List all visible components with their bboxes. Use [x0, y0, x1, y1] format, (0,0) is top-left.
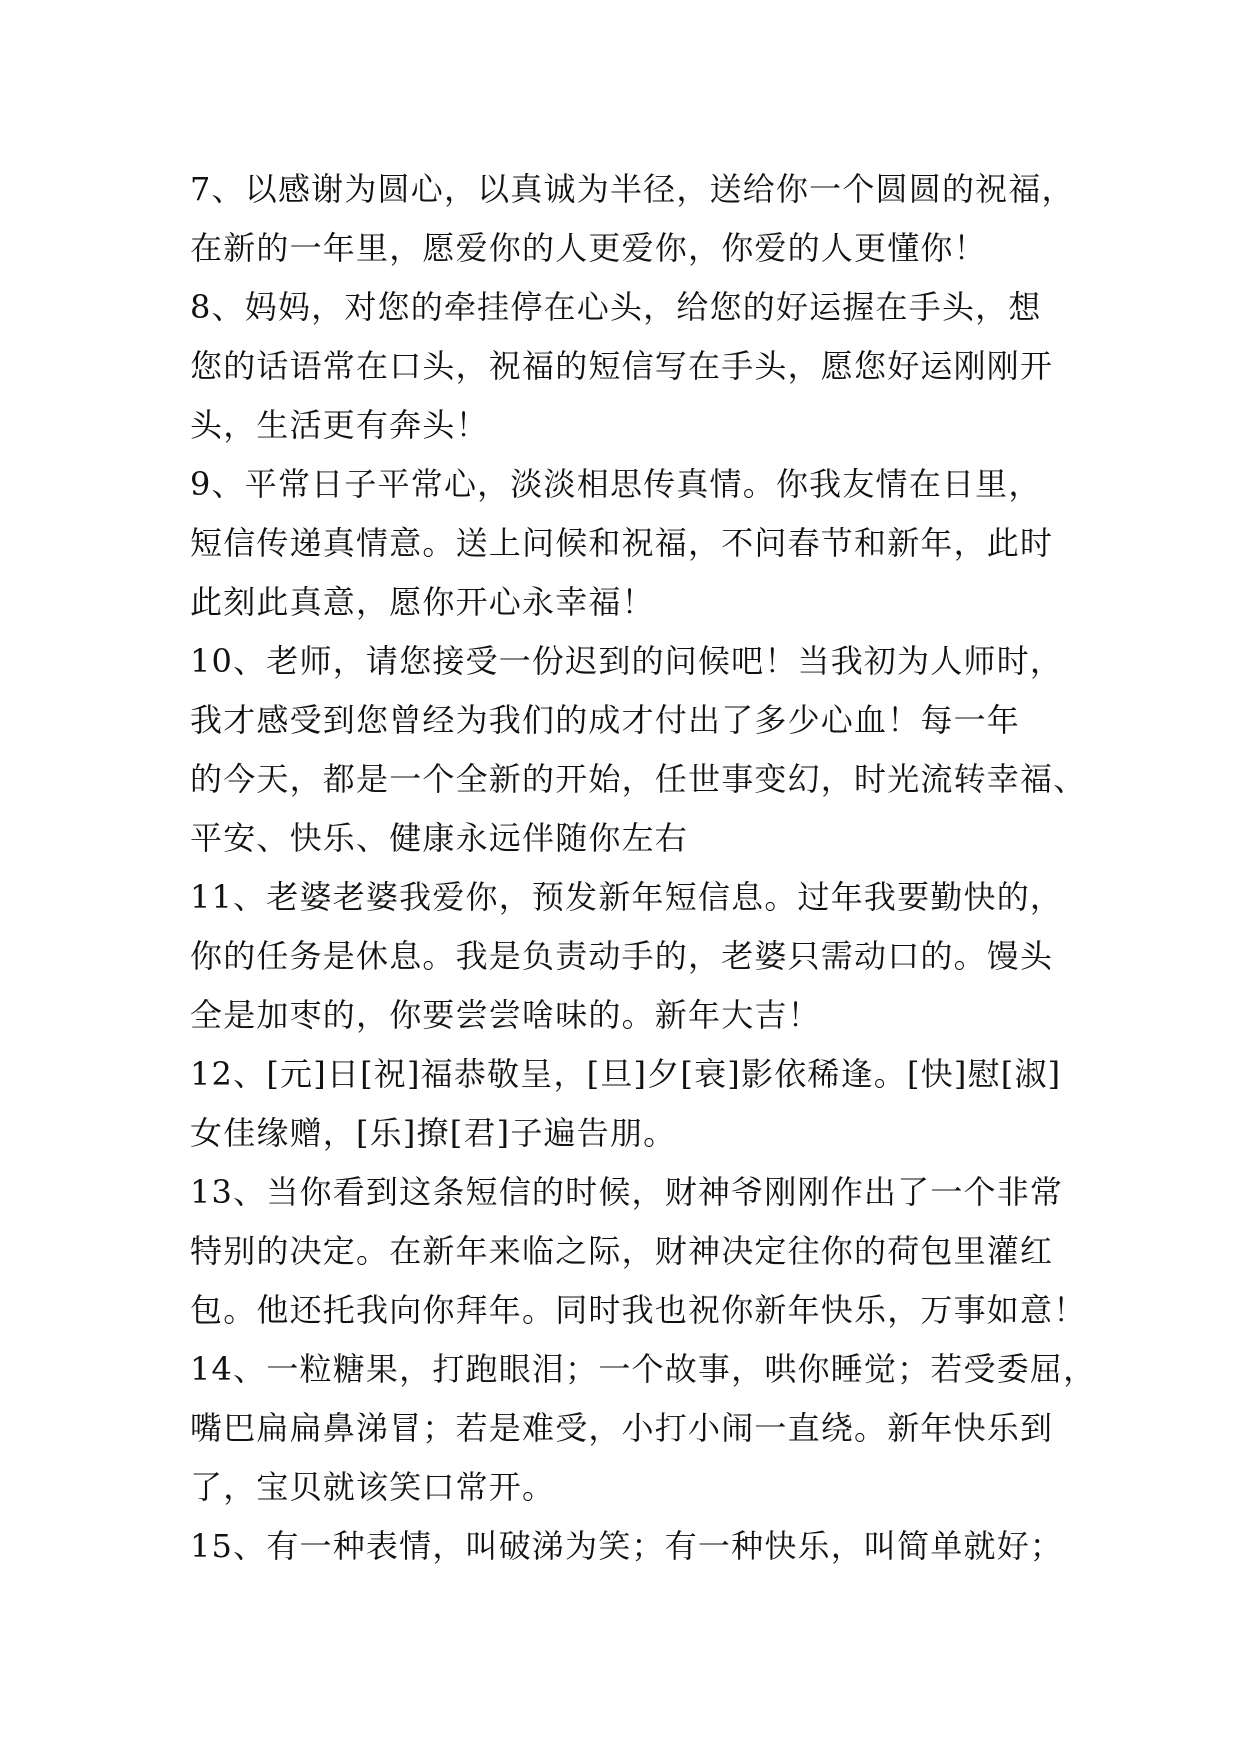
text-line-6: 9、平常日子平常心，淡淡相思传真情。你我友情在日里，	[190, 465, 1042, 503]
text-line-15: 全是加枣的，你要尝尝啥味的。新年大吉！	[190, 996, 821, 1034]
text-line-9: 10、老师，请您接受一份迟到的问候吧！当我初为人师时，	[190, 642, 1064, 680]
text-line-11: 的今天，都是一个全新的开始，任世事变幻，时光流转幸福、	[190, 760, 1087, 798]
text-line-8: 此刻此真意，愿你开心永幸福！	[190, 583, 655, 621]
text-line-17: 女佳缘赠，[乐]撩[君]子遍告朋。	[190, 1114, 677, 1152]
text-line-7: 短信传递真情意。送上问候和祝福，不问春节和新年，此时	[190, 524, 1054, 562]
text-line-4: 您的话语常在口头，祝福的短信写在手头，愿您好运刚刚开	[190, 347, 1054, 385]
text-line-20: 包。他还托我向你拜年。同时我也祝你新年快乐，万事如意！	[190, 1291, 1087, 1329]
document-body	[190, 160, 1097, 1576]
text-line-23: 了，宝贝就该笑口常开。	[190, 1468, 556, 1506]
text-line-18: 13、当你看到这条短信的时候，财神爷刚刚作出了一个非常	[190, 1173, 1064, 1211]
text-line-13: 11、老婆老婆我爱你，预发新年短信息。过年我要勤快的，	[190, 878, 1064, 916]
text-line-21: 14、一粒糖果，打跑眼泪；一个故事，哄你睡觉；若受委屈，	[190, 1350, 1097, 1388]
text-line-16: 12、[元]日[祝]福恭敬呈，[旦]夕[衰]影依稀逢。[快]慰[淑]	[190, 1055, 1062, 1093]
text-line-10: 我才感受到您曾经为我们的成才付出了多少心血！每一年	[190, 701, 1021, 739]
text-line-12: 平安、快乐、健康永远伴随你左右	[190, 819, 689, 857]
text-line-1: 7、以感谢为圆心，以真诚为半径，送给你一个圆圆的祝福，	[190, 170, 1075, 208]
text-line-22: 嘴巴扁扁鼻涕冒；若是难受，小打小闹一直绕。新年快乐到	[190, 1409, 1054, 1447]
text-line-19: 特别的决定。在新年来临之际，财神决定往你的荷包里灌红	[190, 1232, 1054, 1270]
text-line-5: 头，生活更有奔头！	[190, 406, 489, 444]
text-line-2: 在新的一年里，愿爱你的人更爱你，你爱的人更懂你！	[190, 229, 987, 267]
text-line-3: 8、妈妈，对您的牵挂停在心头，给您的好运握在手头，想	[190, 288, 1042, 326]
text-line-24: 15、有一种表情，叫破涕为笑；有一种快乐，叫简单就好；	[190, 1527, 1064, 1565]
text-line-14: 你的任务是休息。我是负责动手的，老婆只需动口的。馒头	[190, 937, 1054, 975]
